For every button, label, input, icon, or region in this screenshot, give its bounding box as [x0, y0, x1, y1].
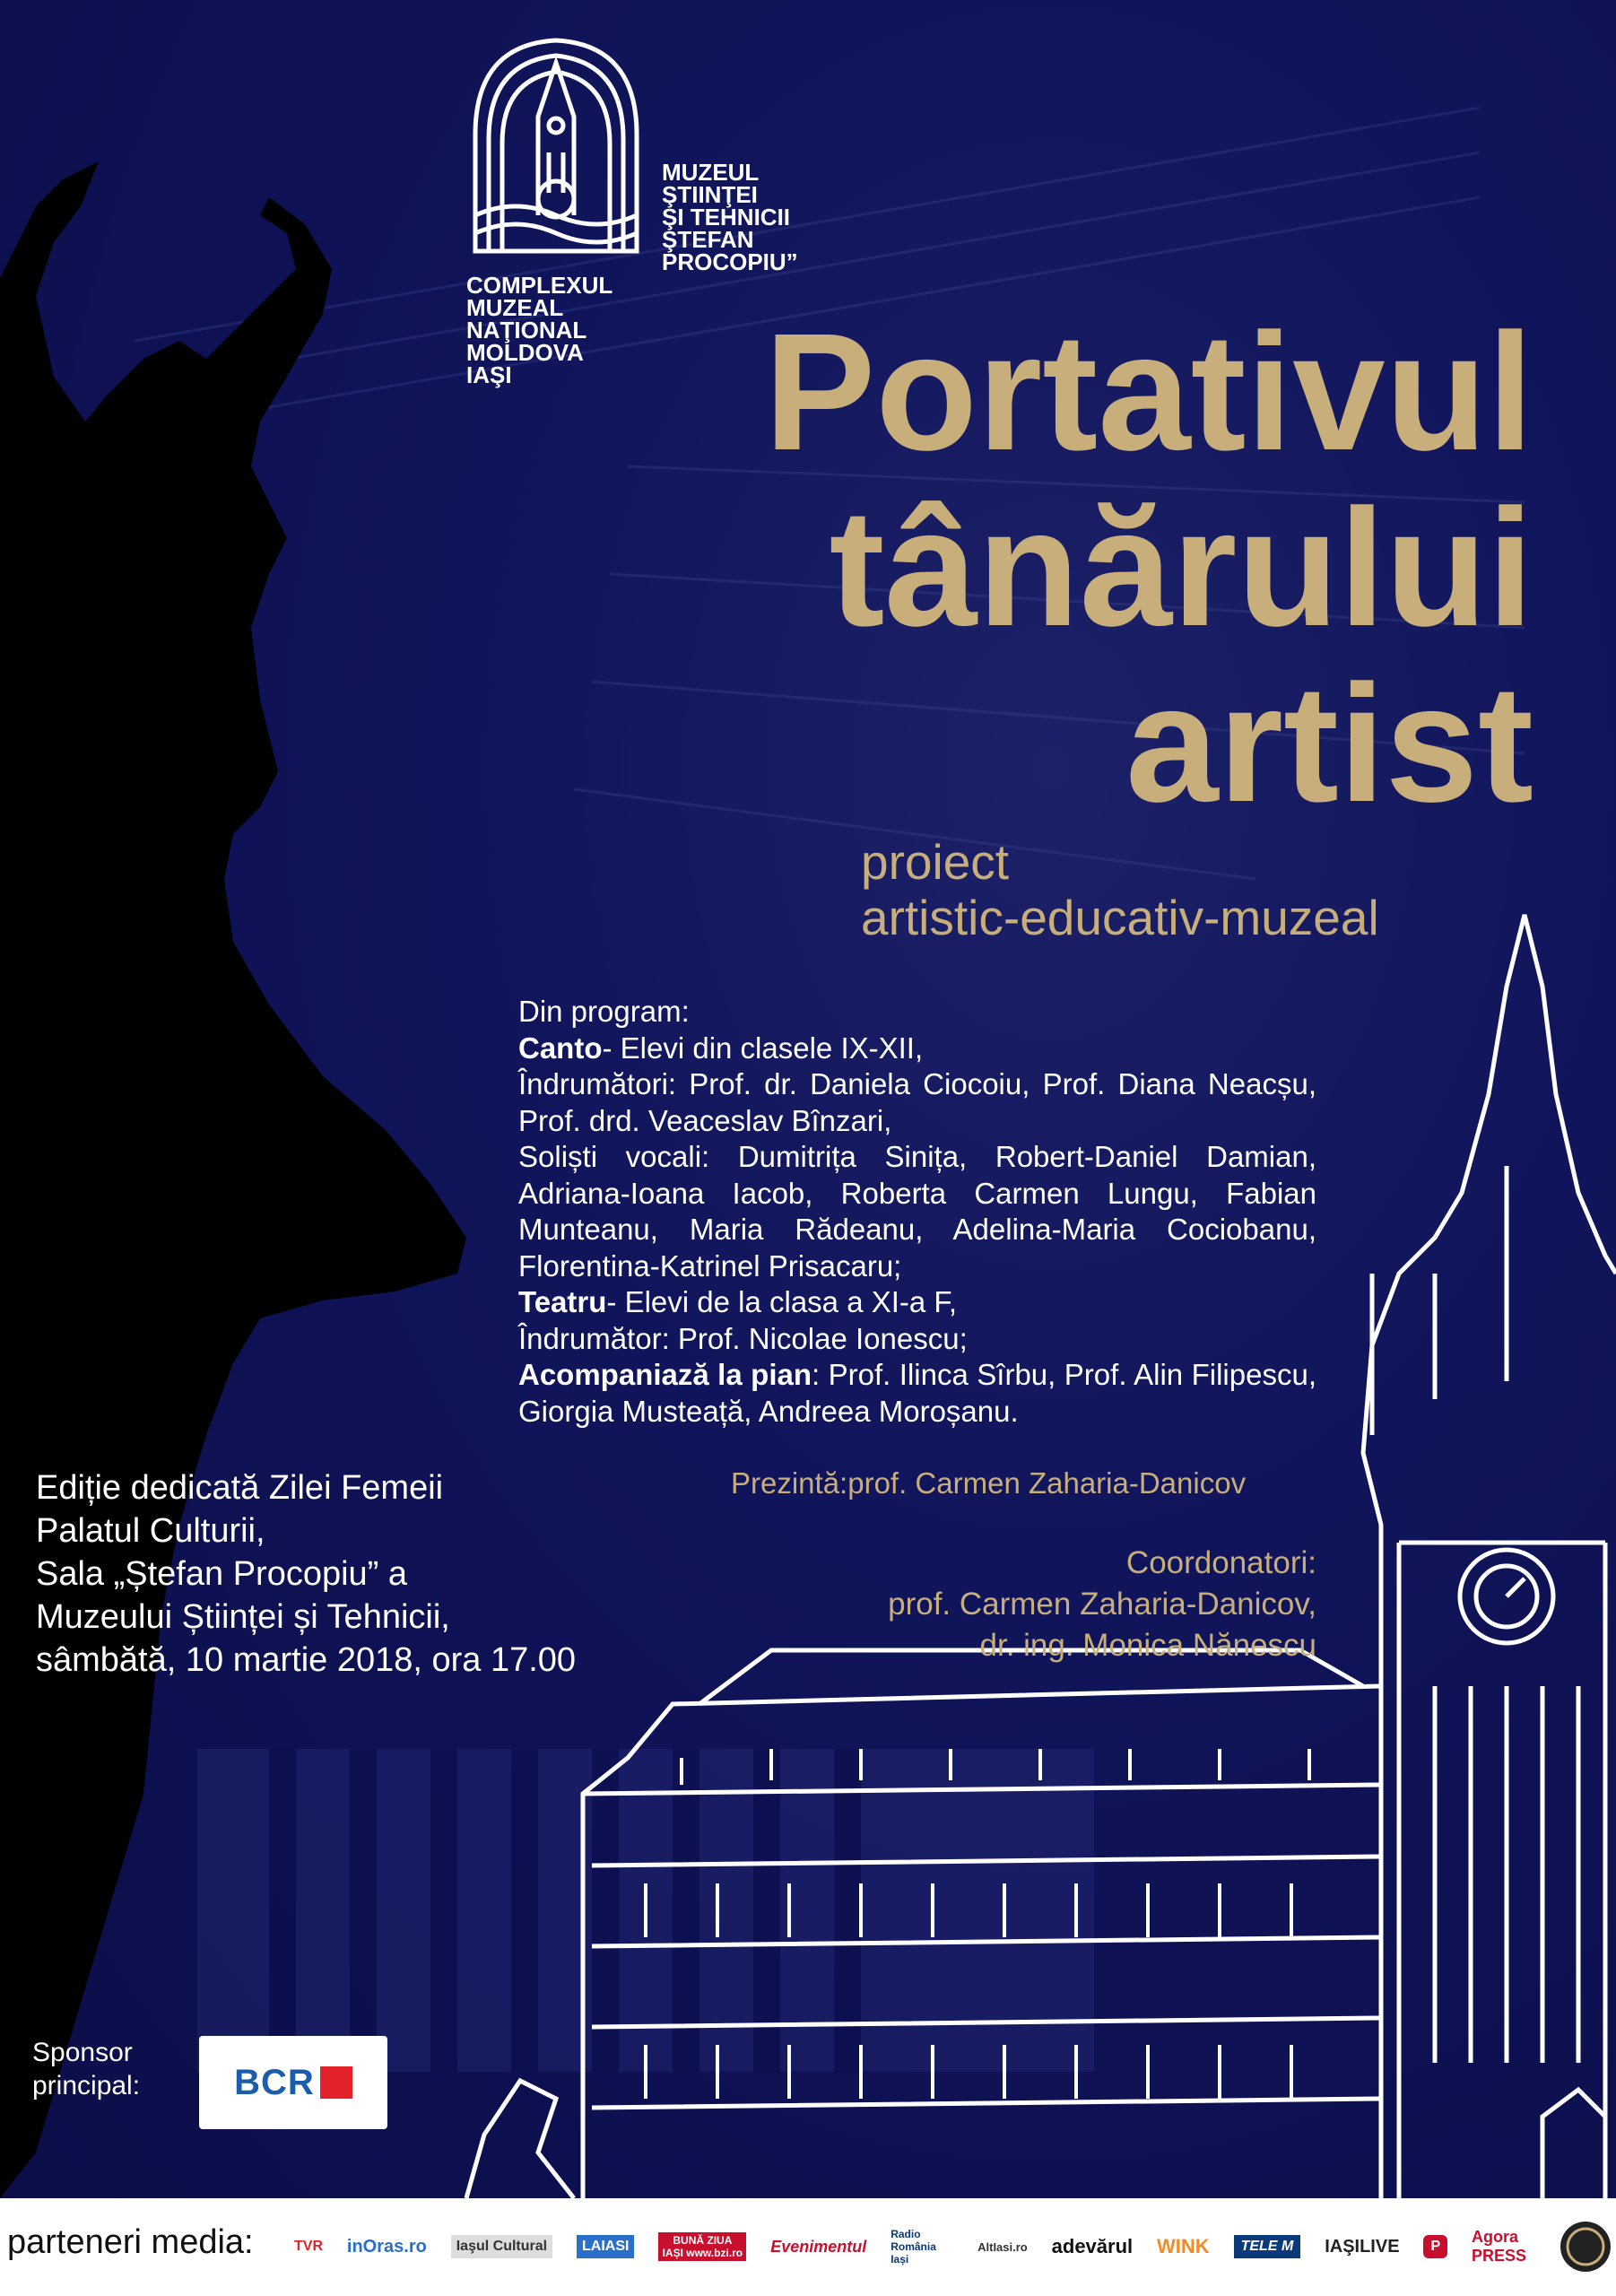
media-partner-logos — [294, 2211, 1612, 2283]
partner-logo: Evenimentul — [770, 2237, 867, 2256]
coordinator-name: dr. ing. Monica Nănescu — [979, 1628, 1316, 1663]
partner-logo: BUNĂ ZIUA IAȘI www.bzi.ro — [658, 2232, 746, 2261]
subtitle-line: proiect — [861, 834, 1010, 890]
coordinator-name: prof. Carmen Zaharia-Danicov, — [888, 1587, 1316, 1622]
museum-name-line: ŞI TEHNICII — [662, 204, 791, 230]
complex-name-line: COMPLEXUL — [466, 272, 613, 299]
program-details — [518, 994, 1316, 1430]
title-line: artist — [1125, 651, 1533, 837]
poster-title — [764, 300, 1533, 837]
complex-name-line: IAŞI — [466, 361, 512, 388]
complex-name-line: MOLDOVA — [466, 339, 584, 366]
edition-line: sâmbătă, 10 martie 2018, ora 17.00 — [36, 1641, 577, 1679]
partner-logo: P — [1423, 2235, 1447, 2258]
subtitle-line: artistic-educativ-muzeal — [861, 890, 1379, 945]
partner-logo: Radio România Iași — [891, 2228, 936, 2266]
partner-logo: Iaşul Cultural — [451, 2235, 552, 2258]
museum-name-line: PROCOPIU” — [662, 248, 798, 275]
canto-label: Canto — [518, 1031, 603, 1065]
poster-subtitle — [861, 834, 1379, 945]
partner-logo: AltIasi.ro — [977, 2239, 1028, 2254]
bcr-wordmark: BCR — [234, 2062, 315, 2102]
complex-name-line: MUZEAL — [466, 294, 564, 321]
teatru-label: Teatru — [518, 1285, 607, 1318]
program-canto — [518, 1031, 1316, 1067]
bcr-mark-icon — [320, 2066, 352, 2099]
partner-logo: Agora PRESS — [1472, 2228, 1527, 2265]
museum-name — [662, 161, 859, 274]
teatru-text: - Elevi de la clasa a XI-a F, — [606, 1285, 958, 1318]
title-line: Portativul — [764, 300, 1533, 485]
presenter: Prezintă:prof. Carmen Zaharia-Danicov — [731, 1466, 1247, 1500]
sponsor-label: Sponsor principal: — [32, 2038, 141, 2100]
coordinators — [888, 1543, 1316, 1666]
partner-logo: WINK — [1157, 2235, 1210, 2257]
partner-logo: TVR — [294, 2239, 323, 2254]
pian-label: Acompaniază la pian — [518, 1358, 812, 1391]
media-partners-label: parteneri media: — [7, 2223, 254, 2261]
edition-line: Ediție dedicată Zilei Femeii — [36, 1469, 444, 1507]
edition-info — [36, 1466, 576, 1682]
partner-logo: adevărul — [1051, 2235, 1134, 2257]
edition-line: Muzeului Științei și Tehnicii, — [36, 1598, 450, 1636]
title-line: tânărului — [829, 475, 1533, 661]
canto-mentors: Îndrumători: Prof. dr. Daniela Ciocoiu, Prof. Diana Neacșu, Prof. drd. Veaceslav Bînzari, — [518, 1067, 1316, 1137]
complex-name-line: NAŢIONAL — [466, 317, 587, 344]
program-heading: Din program: — [518, 995, 690, 1028]
partner-logo: TELE M — [1234, 2235, 1301, 2258]
coordinators-label: Coordonatori: — [1125, 1545, 1316, 1580]
canto-soloists: Soliști vocali: Dumitrița Sinița, Robert-Daniel Damian, Adriana-Ioana Iacob, Roberta Carmen Lungu, Fabian Munteanu, Maria Rădeanu, Adelina-Maria Cociobanu, Florentina-Katrinel Prisacaru; — [518, 1140, 1316, 1283]
program-teatru — [518, 1284, 1316, 1321]
media-partners-bar — [0, 2198, 1616, 2296]
partner-seal-icon — [1559, 2220, 1612, 2274]
program-pian — [518, 1357, 1316, 1430]
museum-name-line: ŞTEFAN — [662, 226, 754, 253]
museum-name-line: ŞTIINŢEI — [662, 181, 758, 208]
partner-logo: LAIASI — [577, 2235, 634, 2258]
complex-name — [466, 274, 682, 387]
edition-line: Palatul Culturii, — [36, 1512, 265, 1550]
teatru-mentor: Îndrumător: Prof. Nicolae Ionescu; — [518, 1321, 968, 1355]
partner-logo: inOras.ro — [346, 2236, 427, 2257]
pian-text: : Prof. Ilinca Sîrbu, Prof. Alin Filipescu, Giorgia Musteață, Andreea Moroșanu. — [518, 1358, 1316, 1428]
edition-line: Sala „Ștefan Procopiu” a — [36, 1555, 408, 1593]
museum-name-line: MUZEUL — [662, 159, 760, 186]
bcr-logo — [199, 2036, 387, 2129]
museum-logo-icon — [466, 36, 646, 260]
canto-text: - Elevi din clasele IX-XII, — [602, 1031, 924, 1065]
partner-logo: IAŞILIVE — [1325, 2236, 1400, 2257]
